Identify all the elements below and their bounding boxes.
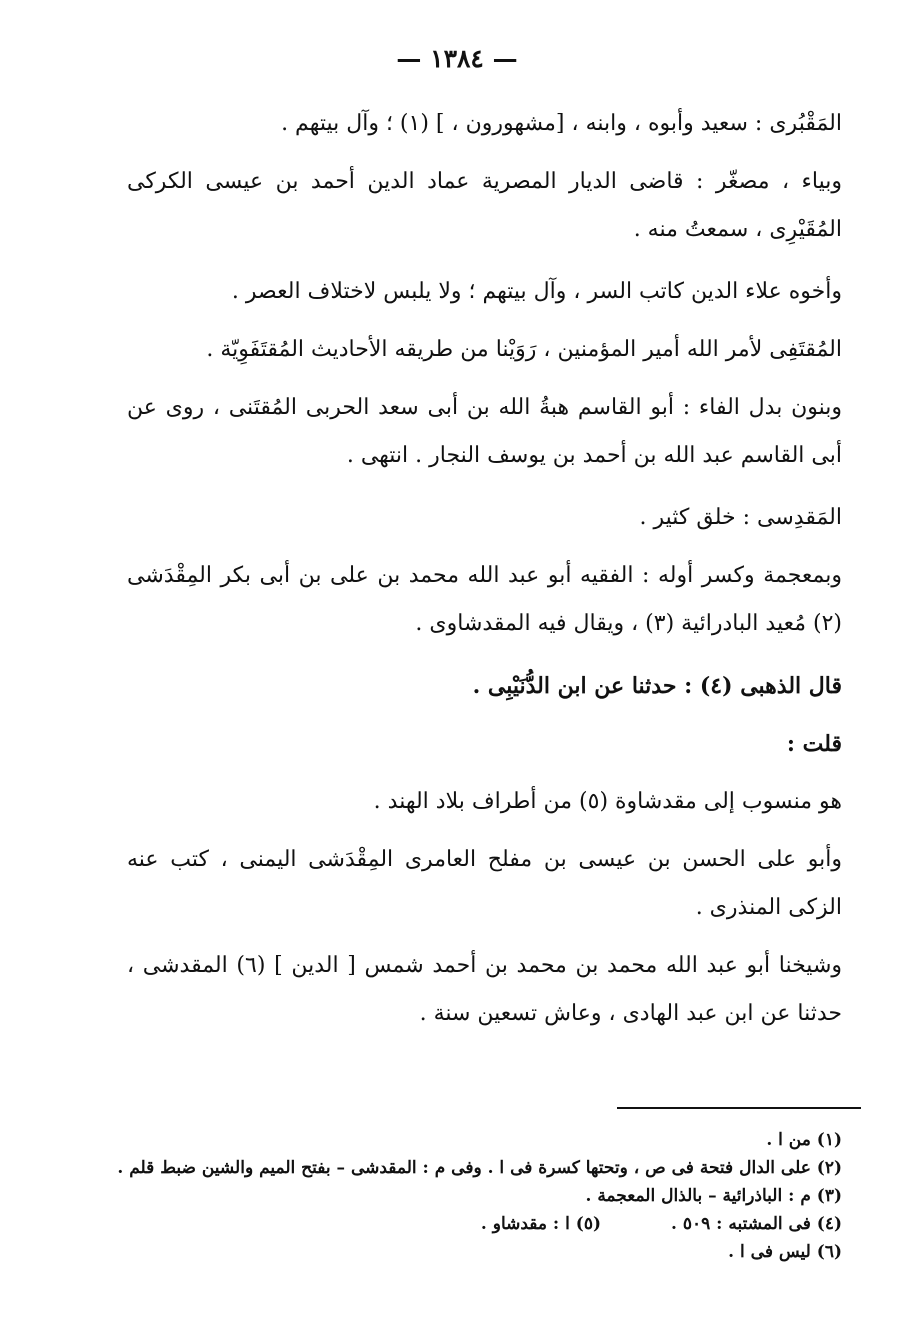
- paragraph-qultu: قلت :: [786, 731, 842, 757]
- paragraph-maqburi: المَقْبُرى : سعيد وأبوه ، وابنه ، [مشهورون ، ] (١) ؛ وآل بيتهم .: [281, 111, 842, 136]
- footnote-4: (٤) فى المشتبه : ٥٠٩ .: [671, 1214, 842, 1234]
- footnotes: [117, 1126, 842, 1266]
- paragraph-muqtafi: المُقتَفِى لأمر الله أمير المؤمنين ، رَوَيْنا من طريقه الأحاديث المُقتَفَوِيّة .: [206, 337, 842, 362]
- paragraph-maqdisi: المَقدِسى : خلق كثير .: [639, 505, 842, 530]
- footnote-row-4-5: [127, 1210, 842, 1238]
- footnote-3: (٣) م : الباذرائية – بالذال المعجمة .: [585, 1186, 842, 1206]
- footnote-1: (١) من ا .: [766, 1130, 842, 1150]
- paragraph-shaykhuna: وشيخنا أبو عبد الله محمد بن محمد بن أحمد شمس [ الدين ] (٦) المقدشى ، حدثنا عن ابن عبد الهادى ، وعاش تسعين سنة .: [127, 953, 842, 1026]
- paragraph-miqdashi: وبمعجمة وكسر أوله : الفقيه أبو عبد الله محمد بن على بن أبى بكر المِقْدَشى (٢) مُعيد البادرائية (٣) ، ويقال فيه المقدشاوى .: [127, 563, 842, 636]
- footnote-6: (٦) ليس فى ا .: [728, 1242, 842, 1262]
- paragraph-maqdashawa: هو منسوب إلى مقدشاوة (٥) من أطراف بلاد الهند .: [373, 789, 842, 814]
- footnote-5: (٥) ا : مقدشاو .: [480, 1214, 601, 1234]
- page-number: — ١٣٨٤ —: [396, 44, 518, 73]
- footnote-divider: [617, 1107, 861, 1109]
- footnote-2: (٢) على الدال فتحة فى ص ، وتحتها كسرة فى ا . وفى م : المقدشى – بفتح الميم والشين ضبط قلم .: [117, 1158, 842, 1178]
- main-text: [127, 100, 842, 1052]
- paragraph-muqayri: وبياء ، مصغّر : قاضى الديار المصرية عماد الدين أحمد بن عيسى الكركى المُقَيْرِى ، سمعتُ منه .: [127, 169, 842, 242]
- paragraph-abu-ali: وأبو على الحسن بن عيسى بن مفلح العامرى المِقْدَشى اليمنى ، كتب عنه الزكى المنذرى .: [127, 847, 842, 920]
- paragraph-dhahabi: قال الذهبى (٤) : حدثنا عن ابن الدُّنَيْبِى .: [472, 673, 842, 699]
- paragraph-muqtani: وبنون بدل الفاء : أبو القاسم هبةُ الله بن أبى سعد الحربى المُقتَنى ، روى عن أبى القاسم عبد الله بن أحمد بن يوسف النجار . انتهى .: [127, 395, 842, 468]
- paragraph-ala-aldin: وأخوه علاء الدين كاتب السر ، وآل بيتهم ؛ ولا يلبس لاختلاف العصر .: [231, 279, 842, 304]
